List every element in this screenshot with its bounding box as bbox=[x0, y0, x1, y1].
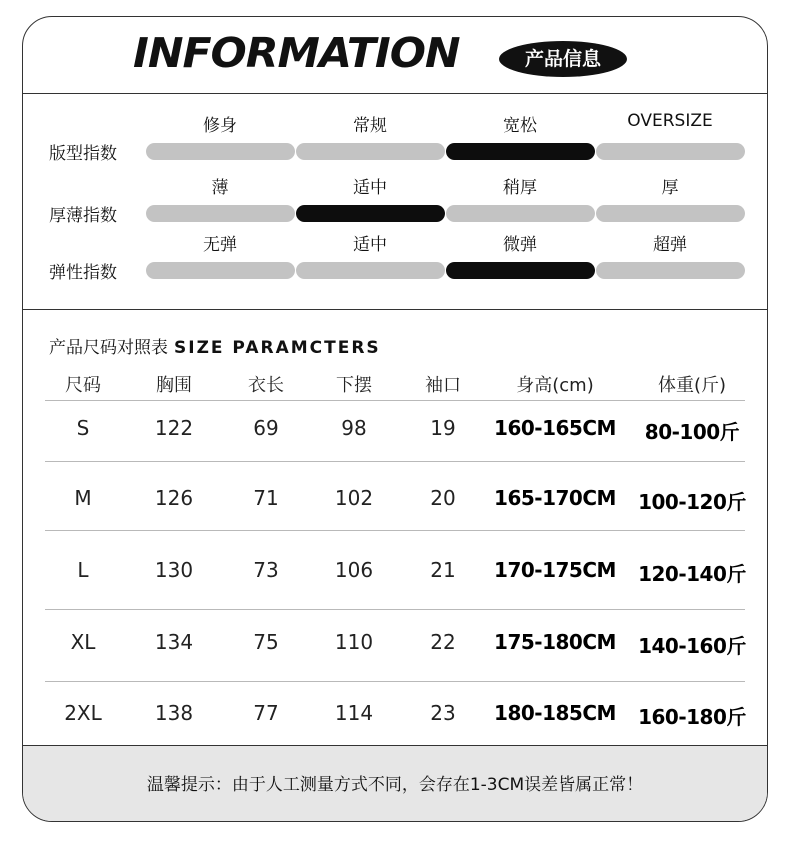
table-cell: 138 bbox=[154, 701, 194, 725]
table-cell: 73 bbox=[253, 558, 279, 582]
index-option-label: 稍厚 bbox=[503, 178, 537, 198]
column-header: 尺码 bbox=[65, 375, 101, 396]
column-header: 体重(斤) bbox=[657, 375, 727, 396]
table-cell: 175-180CM bbox=[494, 630, 616, 654]
index-bar bbox=[596, 205, 745, 222]
index-label: 厚薄指数 bbox=[49, 206, 117, 226]
index-bar bbox=[596, 143, 745, 160]
table-cell: 160-180斤 bbox=[638, 705, 746, 729]
table-cell: 80-100斤 bbox=[644, 420, 740, 444]
index-bar-selected bbox=[296, 205, 445, 222]
table-cell: 110 bbox=[334, 630, 374, 654]
table-cell: L bbox=[77, 558, 89, 582]
index-bar bbox=[146, 262, 295, 279]
table-cell: 77 bbox=[253, 701, 279, 725]
index-bar bbox=[596, 262, 745, 279]
row-divider bbox=[45, 400, 745, 401]
index-label: 弹性指数 bbox=[49, 263, 117, 283]
index-bar bbox=[146, 143, 295, 160]
table-cell: 122 bbox=[154, 416, 194, 440]
table-cell: S bbox=[76, 416, 90, 440]
table-cell: 106 bbox=[334, 558, 374, 582]
index-option-label: 微弹 bbox=[503, 235, 537, 255]
column-header: 衣长 bbox=[248, 375, 284, 396]
size-table-title bbox=[49, 333, 381, 358]
header bbox=[23, 17, 767, 94]
row-divider bbox=[45, 530, 745, 531]
index-row bbox=[23, 230, 767, 290]
index-option-label: OVERSIZE bbox=[627, 111, 713, 131]
index-section bbox=[23, 93, 767, 310]
size-table-header bbox=[23, 367, 767, 401]
index-option-label: 宽松 bbox=[503, 116, 537, 136]
index-option-label: 常规 bbox=[353, 116, 387, 136]
index-row bbox=[23, 111, 767, 171]
index-bar bbox=[446, 205, 595, 222]
table-cell: 130 bbox=[154, 558, 194, 582]
index-option-label: 修身 bbox=[203, 116, 237, 136]
index-option-label: 适中 bbox=[353, 178, 387, 198]
table-cell: 102 bbox=[334, 486, 374, 510]
index-option-label: 超弹 bbox=[653, 235, 687, 255]
index-option-label: 无弹 bbox=[203, 235, 237, 255]
table-cell: 100-120斤 bbox=[638, 490, 746, 514]
size-title-en: SIZE PARAMCTERS bbox=[174, 338, 381, 358]
table-cell: 2XL bbox=[64, 701, 102, 725]
index-option-label: 厚 bbox=[661, 178, 679, 198]
table-cell: 140-160斤 bbox=[638, 634, 746, 658]
table-cell: XL bbox=[70, 630, 96, 654]
table-cell: M bbox=[74, 486, 92, 510]
column-header: 袖口 bbox=[425, 375, 461, 396]
table-cell: 19 bbox=[430, 416, 456, 440]
table-cell: 170-175CM bbox=[494, 558, 616, 582]
title-badge: 产品信息 bbox=[499, 41, 627, 77]
index-option-label: 适中 bbox=[353, 235, 387, 255]
table-cell: 23 bbox=[430, 701, 456, 725]
footer bbox=[23, 745, 767, 822]
index-option-label: 薄 bbox=[211, 178, 229, 198]
table-cell: 160-165CM bbox=[494, 416, 616, 440]
table-cell: 120-140斤 bbox=[638, 562, 746, 586]
index-label: 版型指数 bbox=[49, 144, 117, 164]
index-row bbox=[23, 173, 767, 233]
table-cell: 165-170CM bbox=[494, 486, 616, 510]
info-card bbox=[22, 16, 768, 822]
table-cell: 180-185CM bbox=[494, 701, 616, 725]
table-cell: 134 bbox=[154, 630, 194, 654]
table-cell: 71 bbox=[253, 486, 279, 510]
table-cell: 98 bbox=[341, 416, 367, 440]
index-bar bbox=[296, 262, 445, 279]
row-divider bbox=[45, 461, 745, 462]
page-title: INFORMATION bbox=[133, 29, 460, 77]
table-cell: 22 bbox=[430, 630, 456, 654]
size-title-cn: 产品尺码对照表 bbox=[49, 338, 168, 358]
table-cell: 114 bbox=[334, 701, 374, 725]
footer-note: 温馨提示：由于人工测量方式不同，会存在1-3CM误差皆属正常！ bbox=[146, 775, 644, 795]
index-bar bbox=[146, 205, 295, 222]
size-section bbox=[23, 309, 767, 745]
index-bar-selected bbox=[446, 143, 595, 160]
index-bar-selected bbox=[446, 262, 595, 279]
table-cell: 69 bbox=[253, 416, 279, 440]
column-header: 下摆 bbox=[336, 375, 372, 396]
table-cell: 20 bbox=[430, 486, 456, 510]
table-cell: 21 bbox=[430, 558, 456, 582]
row-divider bbox=[45, 681, 745, 682]
table-cell: 75 bbox=[253, 630, 279, 654]
index-bar bbox=[296, 143, 445, 160]
column-header: 胸围 bbox=[156, 375, 192, 396]
table-cell: 126 bbox=[154, 486, 194, 510]
column-header: 身高(cm) bbox=[516, 375, 594, 396]
row-divider bbox=[45, 609, 745, 610]
